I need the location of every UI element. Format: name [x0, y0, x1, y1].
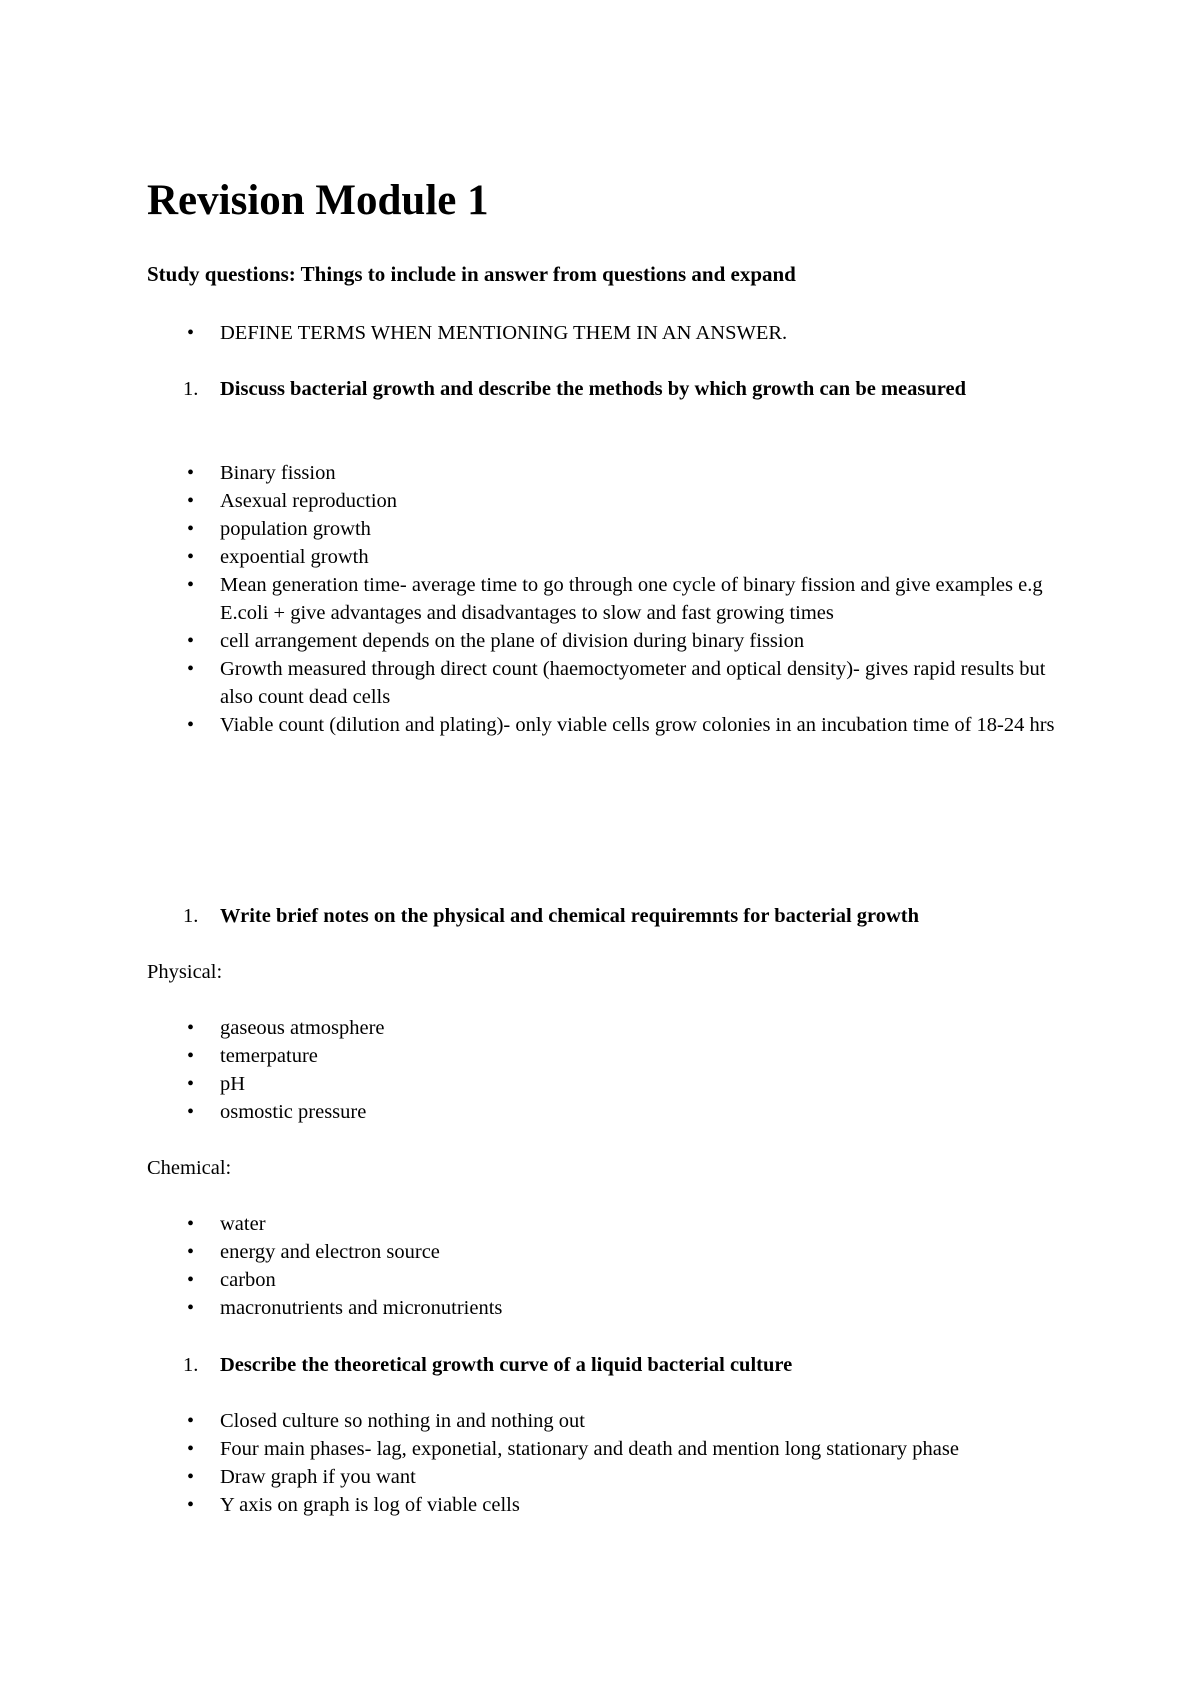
physical-bullets — [0, 1014, 1200, 1126]
chemical-bullet-list — [0, 1210, 1200, 1322]
list-item: • gaseous atmosphere — [0, 1014, 1200, 1042]
physical-bullet-list — [0, 1014, 1200, 1126]
question-1-section — [0, 375, 1200, 403]
question-2-section — [0, 902, 1200, 930]
question-1-bullets — [0, 459, 1200, 739]
question-1-bullet-list — [0, 459, 1200, 739]
question-3-text: Describe the theoretical growth curve of a liquid bacterial culture — [220, 1354, 793, 1376]
question-2-heading — [0, 902, 1200, 930]
list-item: • temerpature — [0, 1042, 1200, 1070]
list-item: • population growth — [0, 515, 1200, 543]
question-3-bullet-list — [0, 1407, 1200, 1519]
list-item: • Draw graph if you want — [0, 1463, 1200, 1491]
list-item: • water — [0, 1210, 1200, 1238]
question-1-heading — [0, 375, 1200, 403]
question-3-bullets — [0, 1407, 1200, 1519]
list-item: • DEFINE TERMS WHEN MENTIONING THEM IN AN ANSWER. — [0, 319, 1200, 347]
chemical-bullets — [0, 1210, 1200, 1322]
page-title: Revision Module 1 — [147, 177, 489, 224]
physical-label: Physical: — [147, 961, 223, 983]
question-2-text: Write brief notes on the physical and chemical requiremnts for bacterial growth — [220, 905, 920, 927]
list-item: • Growth measured through direct count (haemoctyometer and optical density)- gives rapid results but also count dead cells — [0, 655, 1200, 711]
question-number: 1. — [183, 1354, 199, 1376]
chemical-label: Chemical: — [147, 1157, 232, 1179]
list-item: • Asexual reproduction — [0, 487, 1200, 515]
list-item: • Mean generation time- average time to go through one cycle of binary fission and give examples e.g E.coli + give advantages and disadvantages to slow and fast growing times — [0, 571, 1200, 627]
list-item: • energy and electron source — [0, 1238, 1200, 1266]
list-item: • Viable count (dilution and plating)- only viable cells grow colonies in an incubation time of 18-24 hrs — [0, 711, 1200, 739]
question-3-section — [0, 1351, 1200, 1379]
list-item: • Y axis on graph is log of viable cells — [0, 1491, 1200, 1519]
list-item: • Four main phases- lag, exponetial, stationary and death and mention long stationary phase — [0, 1435, 1200, 1463]
study-questions-heading: Study questions: Things to include in answer from questions and expand — [147, 262, 796, 286]
list-item: • macronutrients and micronutrients — [0, 1294, 1200, 1322]
list-item: • osmostic pressure — [0, 1098, 1200, 1126]
list-item: • Closed culture so nothing in and nothing out — [0, 1407, 1200, 1435]
list-item: • carbon — [0, 1266, 1200, 1294]
question-number: 1. — [183, 378, 199, 400]
question-1-text: Discuss bacterial growth and describe the methods by which growth can be measured — [220, 378, 966, 400]
list-item: • expoential growth — [0, 543, 1200, 571]
intro-section — [0, 319, 1200, 347]
intro-bullet-list — [0, 319, 1200, 347]
list-item: • pH — [0, 1070, 1200, 1098]
list-item: • cell arrangement depends on the plane of division during binary fission — [0, 627, 1200, 655]
question-3-heading — [0, 1351, 1200, 1379]
question-number: 1. — [183, 905, 199, 927]
list-item: • Binary fission — [0, 459, 1200, 487]
